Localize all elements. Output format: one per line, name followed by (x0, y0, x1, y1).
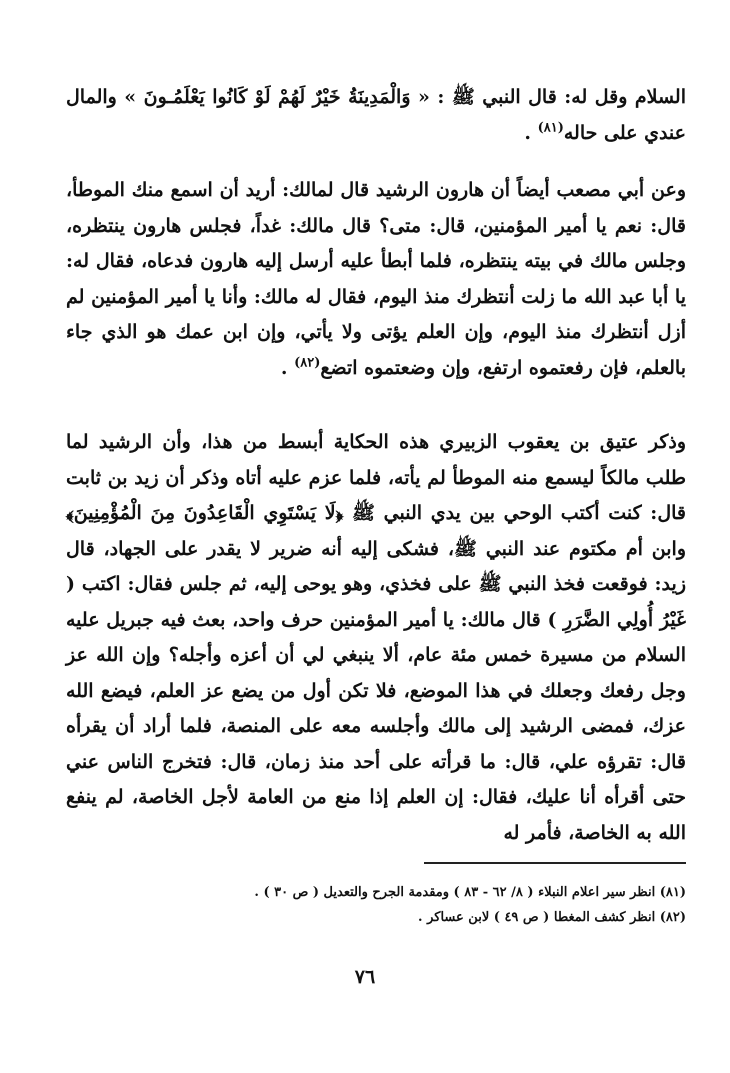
paragraph-2-end: . (280, 356, 295, 379)
footnote-divider (424, 862, 686, 864)
paragraph-1-text: السلام وقل له: قال النبي ﷺ : « وَالْمَدِينَةُ خَيْرٌ لَهُمْ لَوْ كَانُوا يَعْلَمُـونَ » والمال عندي على حاله (66, 86, 686, 144)
paragraph-3: وذكر عتيق بن يعقوب الزبيري هذه الحكاية أبسط من هذا، وأن الرشيد لما طلب مالكاً ليسمع منه الموطأ لم يأته، فلما عزم عليه أتاه وذكر أن زيد بن ثابت قال: كنت أكتب الوحي بين يدي النبي ﷺ ﴿لَا يَسْتَوِي الْقَاعِدُونَ مِنَ الْمُؤْمِنِينَ﴾ وابن أم مكتوم عند النبي ﷺ، فشكى إليه أنه ضرير لا يقدر على الجهاد، قال زيد: فوقعت فخذ النبي ﷺ على فخذي، وهو يوحى إليه، ثم جلس فقال: اكتب ( غَيْرُ أُولِي الضَّرَرِ ) قال مالك: يا أمير المؤمنين حرف واحد، بعث فيه جبريل عليه السلام من مسيرة خمس مئة عام، ألا ينبغي لي أن أعزه وأجله؟ وإن الله عز وجل رفعك وجعلك في هذا الموضع، فلا تكن أول من يضع عز العلم، فيضع الله عزك، فمضى الرشيد إلى مالك وأجلسه معه على المنصة، فلما أراد أن يقرأه قال: تقرؤه علي، قال: ما قرأته على أحد منذ زمان، قال: فتخرج الناس عني حتى أقرأه أنا عليك، فقال: إن العلم إذا منع من العامة لأجل الخاصة، لم ينفع الله به الخاصة، فأمر له (66, 431, 686, 844)
paragraph-1-end: . (524, 121, 538, 144)
footnote-ref-81: (٨١) (537, 120, 564, 136)
paragraph-1 (66, 80, 686, 151)
footnote-ref-82: (٨٢) (294, 355, 321, 371)
paragraph-2-text: وعن أبي مصعب أيضاً أن هارون الرشيد قال لمالك: أريد أن اسمع منك الموطأ، قال: نعم يا أمير المؤمنين، قال: متى؟ قال مالك: غداً، فجلس هارون ينتظره، وجلس مالك في بيته ينتظره، فلما أبطأ عليه أرسل إليه هارون فدعاه، فقال له: يا أبا عبد الله ما زلت أنتظرك منذ اليوم، فقال له مالك: وأنا يا أمير المؤمنين لم أزل أنتظرك منذ اليوم، وإن العلم يؤتى ولا يأتي، وإن ابن عمك هو الذي جاء بالعلم، فإن رفعتموه ارتفع، وإن وضعتموه اتضع (66, 179, 686, 379)
footnotes (66, 880, 686, 930)
footnote-81: (٨١) انظر سير اعلام النبلاء ( ٨/ ٦٢ - ٨٣ ) ومقدمة الجرح والتعديل ( ص ٣٠ ) . (254, 885, 686, 900)
paragraph-2 (66, 173, 686, 386)
page-number: ٧٦ (354, 966, 376, 988)
footnote-82: (٨٢) انظر كشف المغطا ( ص ٤٩ ) لابن عساكر . (418, 910, 686, 925)
